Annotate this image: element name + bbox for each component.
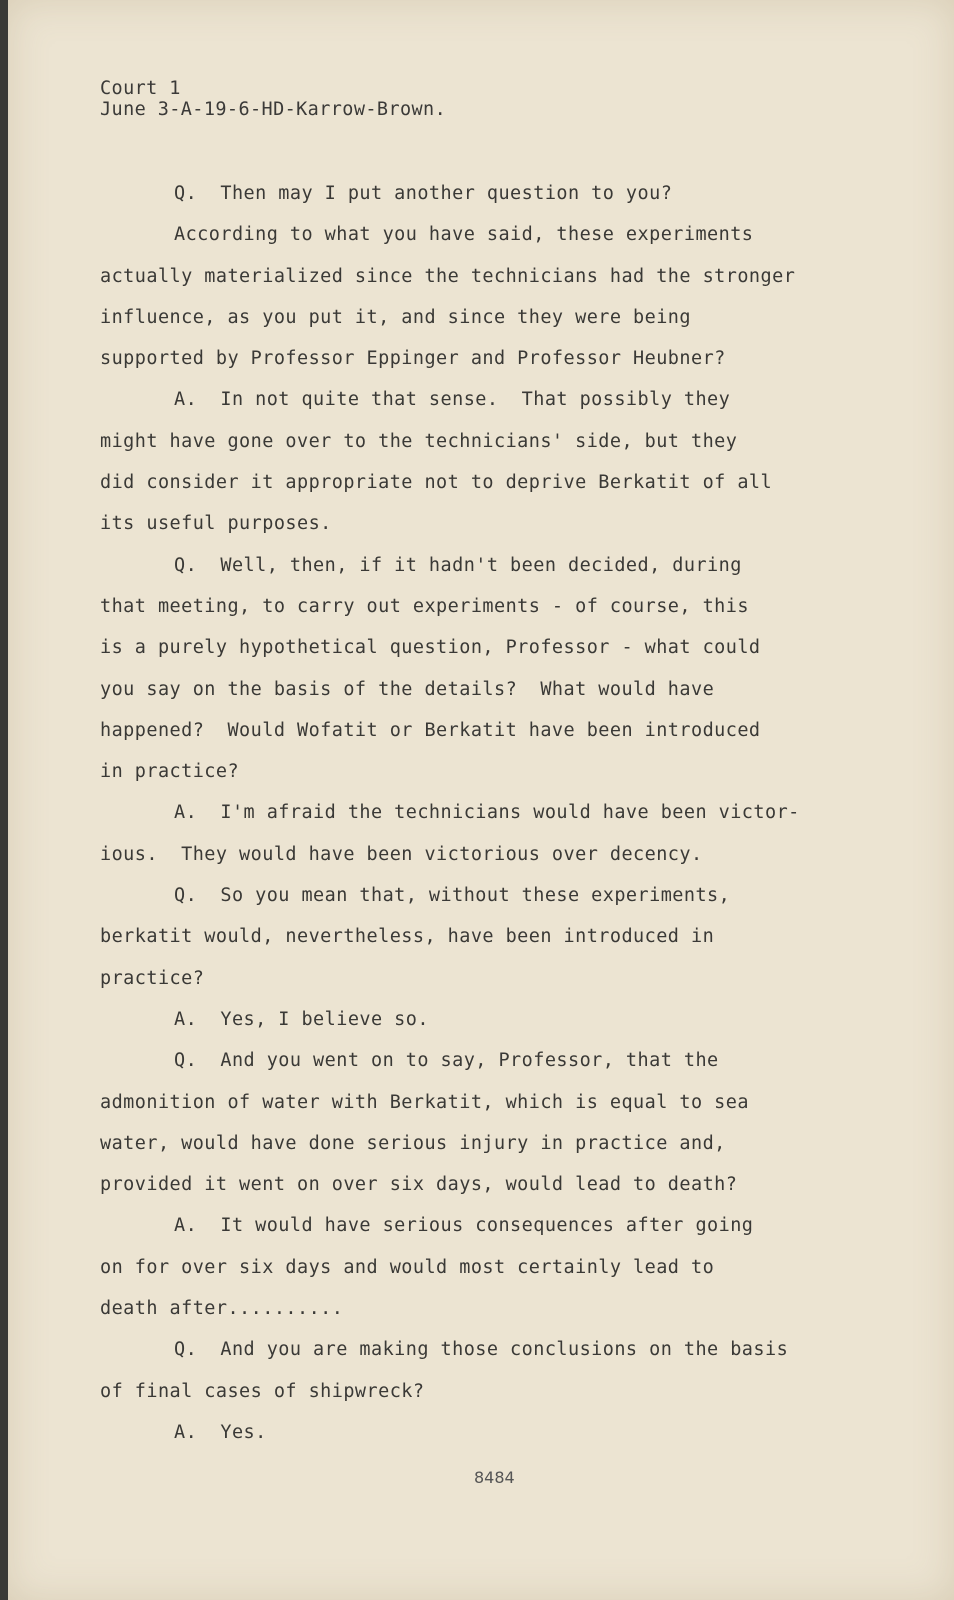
transcript-line: water, would have done serious injury in practice and, [100,1132,726,1154]
transcript-line: might have gone over to the technicians' side, but they [100,430,738,452]
header-reference: June 3-A-19-6-HD-Karrow-Brown. [100,99,447,120]
transcript-line: did consider it appropriate not to deprive Berkatit of all [100,472,773,494]
transcript-line: supported by Professor Eppinger and Professor Heubner? [100,348,726,370]
transcript-line: is a purely hypothetical question, Professor - what could [100,637,761,659]
transcript-line: A. I'm afraid the technicians would have been victor- [174,802,800,824]
transcript-line: Q. And you are making those conclusions on the basis [174,1339,789,1361]
header-court: Court 1 [100,78,181,99]
transcript-line: According to what you have said, these experiments [174,224,754,246]
transcript-line: its useful purposes. [100,513,332,535]
transcript-line: A. In not quite that sense. That possibly they [174,389,731,411]
transcript-line: influence, as you put it, and since they were being [100,306,691,328]
transcript-line: Q. And you went on to say, Professor, that the [174,1050,719,1072]
transcript-line: berkatit would, nevertheless, have been introduced in [100,926,715,948]
transcript-line: A. Yes. [174,1421,267,1443]
transcript-line: in practice? [100,761,240,783]
transcript-line: actually materialized since the technicians had the stronger [100,265,796,287]
transcript-line: death after.......... [100,1298,344,1320]
transcript-line: admonition of water with Berkatit, which is equal to sea [100,1091,749,1113]
transcript-line: provided it went on over six days, would lead to death? [100,1174,738,1196]
transcript-line: A. Yes, I believe so. [174,1008,429,1030]
transcript-line: that meeting, to carry out experiments - of course, this [100,595,749,617]
transcript-line: Q. So you mean that, without these experiments, [174,885,731,907]
transcript-line: A. It would have serious consequences after going [174,1215,754,1237]
transcript-line: practice? [100,967,205,989]
transcript-line: Q. Well, then, if it hadn't been decided, during [174,554,742,576]
page-number: 8484 [474,1468,515,1487]
transcript-line: happened? Would Wofatit or Berkatit have been introduced [100,719,761,741]
document-header [100,78,446,120]
transcript-line: of final cases of shipwreck? [100,1380,425,1402]
transcript-line: on for over six days and would most certainly lead to [100,1256,715,1278]
transcript-line: you say on the basis of the details? What would have [100,678,715,700]
transcript-body [100,173,860,1453]
transcript-line: Q. Then may I put another question to you? [174,183,673,204]
transcript-line: ious. They would have been victorious over decency. [100,843,703,865]
document-page [8,0,954,1600]
